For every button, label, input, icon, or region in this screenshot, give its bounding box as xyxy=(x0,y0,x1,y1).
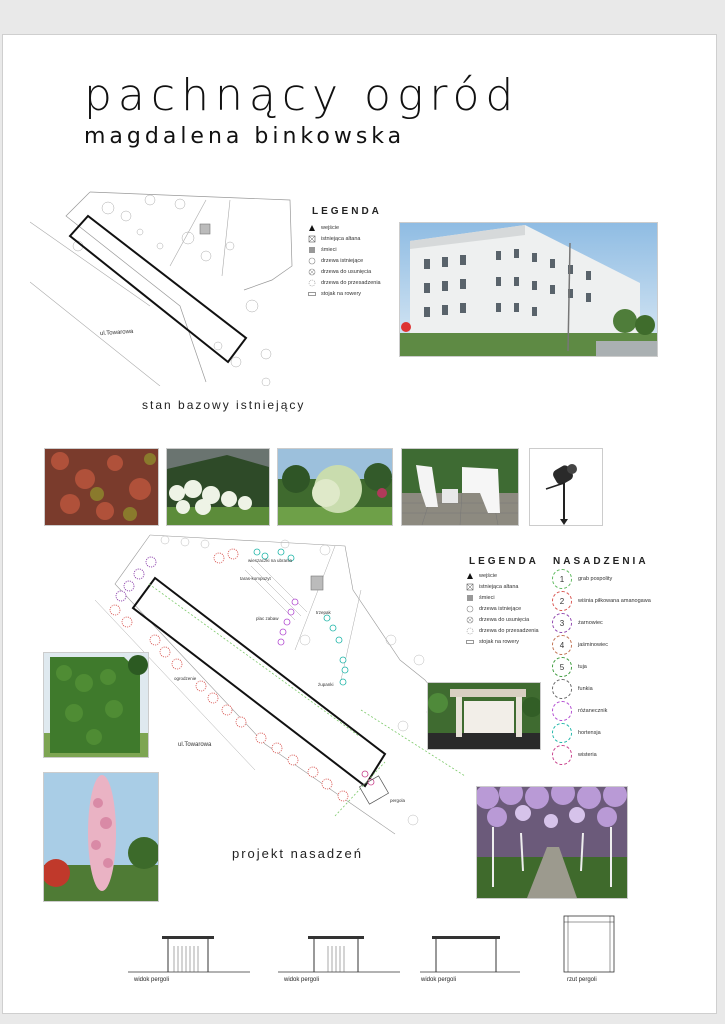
cherry-icon: 2 xyxy=(552,591,572,611)
project-legend-title: LEGENDA xyxy=(469,556,539,567)
planting-label: funkia xyxy=(578,686,593,692)
existing-site-plan xyxy=(30,186,300,386)
plan-label-terrace: taras-kompozyt xyxy=(240,576,271,581)
pergola-elevation-2 xyxy=(278,930,400,976)
planting-label: jaśminowiec xyxy=(578,642,608,648)
rhododendron-icon xyxy=(552,701,572,721)
legend-label: istniejąca altana xyxy=(321,235,361,242)
plan-label-playground: plac zabaw xyxy=(256,616,279,621)
hornbeam-icon: 1 xyxy=(552,569,572,589)
planting-label: wiśnia piłkowana amanogawa xyxy=(578,598,651,604)
project-street-label: ul.Towarowa xyxy=(178,742,212,748)
garden-lamp-photo xyxy=(529,448,603,526)
gray-square-icon xyxy=(466,594,474,602)
legend-label: istniejąca altana xyxy=(479,583,519,590)
plantings-title: NASADZENIA xyxy=(553,556,649,567)
rack-icon xyxy=(308,290,316,298)
building-photo xyxy=(399,222,658,357)
crossed-square-icon xyxy=(466,583,474,591)
legend-item xyxy=(308,233,381,244)
gray-square-icon xyxy=(308,246,316,254)
plantings-legend xyxy=(552,568,651,766)
plan-label-fence: ogrodzenie xyxy=(174,676,197,681)
wisteria-tunnel-photo xyxy=(476,786,628,899)
planting-item xyxy=(552,722,651,744)
planting-item xyxy=(552,568,651,590)
planting-item xyxy=(552,612,651,634)
legend-item xyxy=(308,244,381,255)
garden-chairs-photo xyxy=(401,448,519,526)
existing-legend-title: LEGENDA xyxy=(312,206,382,217)
legend-label: drzewa do przesadzenia xyxy=(321,279,381,286)
wisteria-icon xyxy=(552,745,572,765)
planting-item xyxy=(552,700,651,722)
legend-label: drzewa do przesadzenia xyxy=(479,627,539,634)
triangle-icon xyxy=(308,224,316,232)
planting-item xyxy=(552,678,651,700)
pergola-plan xyxy=(560,912,620,976)
crossed-square-icon xyxy=(308,235,316,243)
hydrangea-photo xyxy=(166,448,270,526)
planting-label: tuja xyxy=(578,664,587,670)
circle-icon xyxy=(466,605,474,613)
elevation-label-2: widok pergoli xyxy=(284,977,320,983)
project-legend xyxy=(466,570,539,647)
legend-item xyxy=(308,277,381,288)
pergola-photo xyxy=(427,682,541,750)
project-plan-caption: projekt nasadzeń xyxy=(232,846,364,861)
pergola-elevation-1 xyxy=(128,930,250,976)
legend-item xyxy=(466,614,539,625)
legend-label: śmieci xyxy=(321,246,337,253)
elevation-label-1: widok pergoli xyxy=(134,977,170,983)
rack-icon xyxy=(466,638,474,646)
existing-legend xyxy=(308,222,381,299)
virginia-creeper-photo xyxy=(44,448,159,526)
plan-label-pergola: pergola xyxy=(390,798,406,803)
planting-item xyxy=(552,744,651,766)
pergola-elevation-3 xyxy=(420,930,520,976)
legend-item xyxy=(466,636,539,647)
legend-item xyxy=(308,255,381,266)
poster-author: magdalena binkowska xyxy=(84,124,406,149)
triangle-icon xyxy=(466,572,474,580)
legend-item xyxy=(308,266,381,277)
legend-label: stojak na rowery xyxy=(479,638,520,645)
thuja-icon: 5 xyxy=(552,657,572,677)
planting-item xyxy=(552,634,651,656)
hornbeam-hedge-photo xyxy=(43,652,149,758)
elevation-label-3: widok pergoli xyxy=(421,977,457,983)
legend-label: drzewa istniejące xyxy=(479,605,522,612)
dashed-circle-icon xyxy=(466,627,474,635)
legend-item xyxy=(466,592,539,603)
planting-label: żarnowiec xyxy=(578,620,603,626)
planting-label: różanecznik xyxy=(578,708,608,714)
legend-item xyxy=(308,222,381,233)
planting-item xyxy=(552,656,651,678)
planting-label: wisteria xyxy=(578,752,597,758)
legend-label: stojak na rowery xyxy=(321,290,362,297)
legend-item xyxy=(466,603,539,614)
cherry-tree-photo xyxy=(43,772,159,902)
legend-label: drzewa istniejące xyxy=(321,257,364,264)
hydrangea-icon xyxy=(552,723,572,743)
legend-label: śmieci xyxy=(479,594,495,601)
crossed-circle-icon xyxy=(466,616,474,624)
existing-plan-caption: stan bazowy istniejący xyxy=(142,398,306,412)
plan-label: rzut pergoli xyxy=(567,977,597,983)
plan-label-hangers: wieszaczki na ubrania xyxy=(248,558,293,563)
broom-icon: 3 xyxy=(552,613,572,633)
legend-label: drzewa do usunięcia xyxy=(321,268,372,275)
planting-label: hortensja xyxy=(578,730,601,736)
existing-street-label: ul.Towarowa xyxy=(99,328,134,338)
plan-label-zupan: żupanki xyxy=(318,682,334,687)
legend-item xyxy=(466,570,539,581)
plan-label-beater: trzepak xyxy=(316,610,331,615)
legend-label: drzewa do usunięcia xyxy=(479,616,530,623)
planting-label: grab pospolity xyxy=(578,576,613,582)
planting-item xyxy=(552,590,651,612)
hosta-icon xyxy=(552,679,572,699)
jasmine-shrub-photo xyxy=(277,448,393,526)
mock-orange-icon: 4 xyxy=(552,635,572,655)
legend-item xyxy=(466,625,539,636)
legend-item xyxy=(466,581,539,592)
legend-item xyxy=(308,288,381,299)
legend-label: wejście xyxy=(321,224,340,231)
poster-title: pachnący ogród xyxy=(84,70,520,121)
crossed-circle-icon xyxy=(308,268,316,276)
circle-icon xyxy=(308,257,316,265)
dashed-circle-icon xyxy=(308,279,316,287)
legend-label: wejście xyxy=(479,572,498,579)
